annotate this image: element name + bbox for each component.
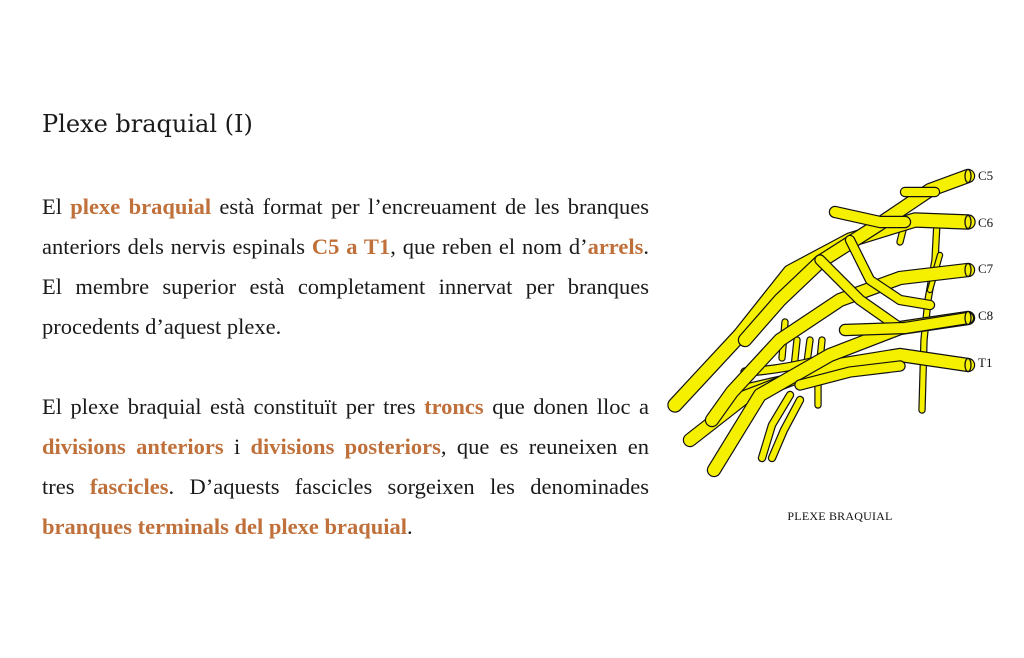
term-troncs: troncs — [424, 394, 484, 419]
root-ends — [965, 170, 971, 372]
text-run: El — [42, 194, 71, 219]
root-label-c5: C5 — [978, 168, 994, 183]
root-label-c8: C8 — [978, 308, 994, 323]
root-end-c7 — [965, 264, 971, 277]
plexus-diagram — [660, 160, 1000, 490]
root-end-t1 — [965, 359, 971, 372]
term-c5-t1: C5 a T1 — [311, 234, 391, 259]
text-run: . El membre superior està completament innervat per branques procedents d’aquest plexe. — [42, 234, 649, 339]
nerve-branches — [675, 176, 968, 470]
text-run: El plexe braquial està constituït per tres — [42, 394, 425, 419]
text-run: . D’aquests fascicles sorgeixen les denominades — [168, 474, 649, 499]
text-run: , que reben el nom d’ — [390, 234, 588, 259]
page-title: Plexe braquial (I) — [42, 110, 253, 138]
brachial-plexus-illustration — [660, 160, 1000, 490]
paragraph-structure — [42, 387, 649, 547]
term-divisions-posteriors: divisions posteriors — [250, 434, 441, 459]
root-label-t1: T1 — [978, 355, 993, 370]
term-fascicles: fascicles — [89, 474, 169, 499]
text-run: . — [407, 514, 413, 539]
root-end-c5 — [965, 170, 971, 183]
text-run: , que es reuneixen en tres — [42, 434, 649, 499]
text-run: està format per l’encreuament de les branques anteriors dels nervis espinals — [42, 194, 649, 259]
term-plexe-braquial: plexe braquial — [70, 194, 212, 219]
root-label-c7: C7 — [978, 261, 994, 276]
figure-caption: PLEXE BRAQUIAL — [787, 509, 893, 523]
root-label-c6: C6 — [978, 215, 994, 230]
root-end-c6 — [965, 216, 971, 229]
text-run: i — [223, 434, 251, 459]
term-arrels: arrels — [587, 234, 644, 259]
paragraph-intro — [42, 187, 649, 347]
term-branques-terminals: branques terminals del plexe braquial — [42, 514, 408, 539]
root-end-c8 — [965, 312, 971, 325]
text-run: que donen lloc a — [483, 394, 649, 419]
term-divisions-anteriors: divisions anteriors — [42, 434, 224, 459]
